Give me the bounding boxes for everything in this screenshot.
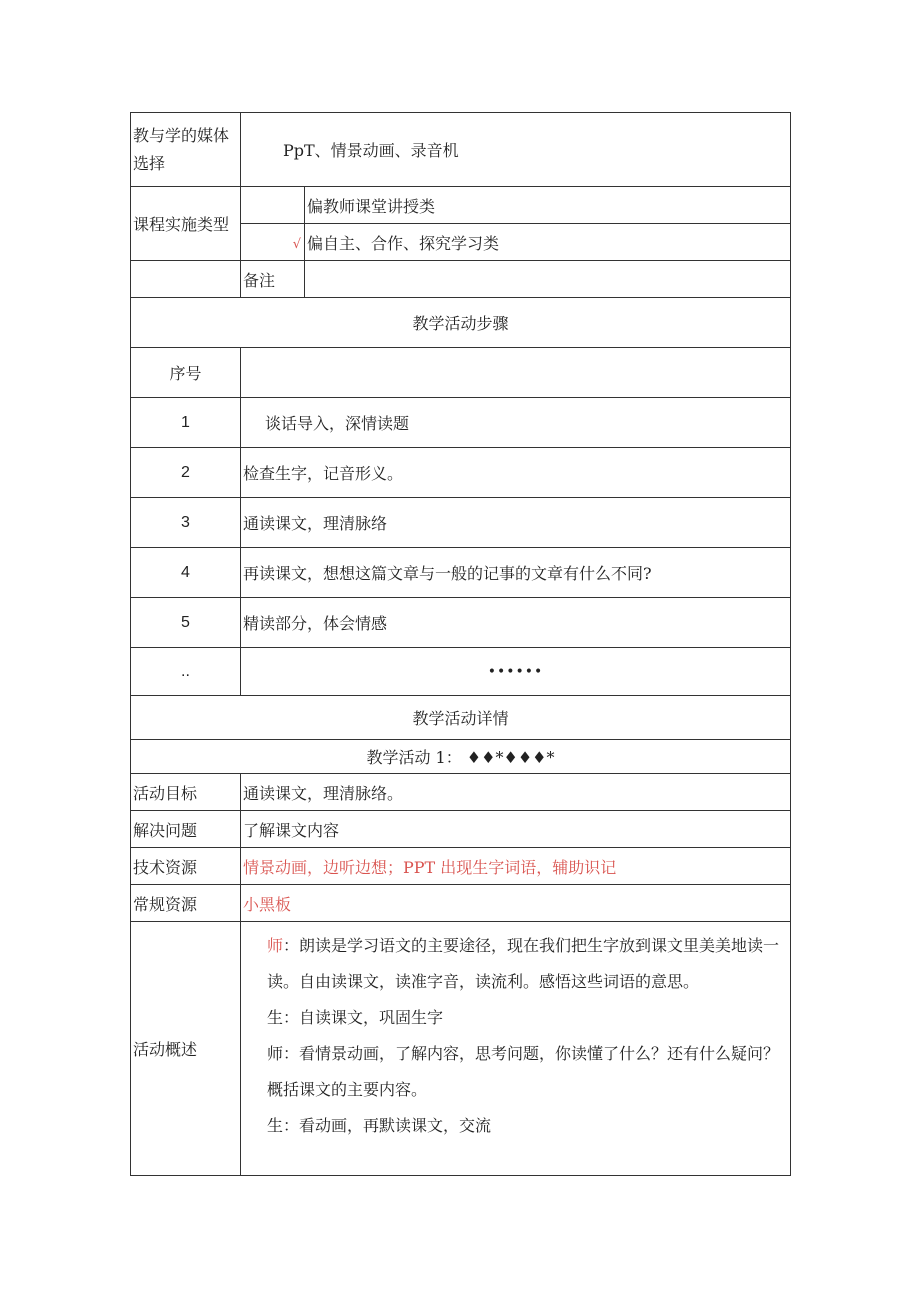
remark-row xyxy=(131,261,791,298)
step-text: 谈话导入，深情读题 xyxy=(241,398,791,448)
step-number: 4 xyxy=(131,548,241,598)
tech-label: 技术资源 xyxy=(131,848,241,885)
lesson-plan-sheet xyxy=(130,112,790,1176)
seq-header-content xyxy=(241,348,791,398)
step-text-more: •••••• xyxy=(241,648,791,696)
step-text: 精读部分，体会情感 xyxy=(241,598,791,648)
remark-empty-cell xyxy=(131,261,241,298)
step-number: 1 xyxy=(131,398,241,448)
media-row xyxy=(131,113,791,187)
steps-title: 教学活动步骤 xyxy=(131,298,791,348)
tech-row xyxy=(131,848,791,885)
course-type-row-1 xyxy=(131,187,791,224)
teacher-speaker: 师 xyxy=(267,936,284,955)
steps-title-row xyxy=(131,298,791,348)
course-type-label: 课程实施类型 xyxy=(131,187,241,261)
regular-row xyxy=(131,885,791,922)
step-text: 通读课文，理清脉络 xyxy=(241,498,791,548)
seq-header: 序号 xyxy=(131,348,241,398)
remark-value xyxy=(305,261,791,298)
overview-content xyxy=(241,922,791,1176)
step-number-more: .. xyxy=(131,648,241,696)
problem-row xyxy=(131,811,791,848)
step-row xyxy=(131,598,791,648)
overview-paragraph: 生：自读课文，巩固生字 xyxy=(267,1008,444,1027)
step-number: 2 xyxy=(131,448,241,498)
activity-title-row xyxy=(131,740,791,774)
course-type-option-2: 偏自主、合作、探究学习类 xyxy=(305,224,791,261)
problem-label: 解决问题 xyxy=(131,811,241,848)
overview-label: 活动概述 xyxy=(131,922,241,1176)
regular-label: 常规资源 xyxy=(131,885,241,922)
lesson-plan-table xyxy=(130,112,791,1176)
overview-paragraph: 师：看情景动画，了解内容，思考问题，你读懂了什么？还有什么疑问？概括课文的主要内容。 xyxy=(267,1044,780,1099)
details-title: 教学活动详情 xyxy=(131,696,791,740)
step-text: 检查生字，记音形义。 xyxy=(241,448,791,498)
step-row xyxy=(131,498,791,548)
checkmark-icon: √ xyxy=(292,236,301,252)
step-text: 再读课文，想想这篇文章与一般的记事的文章有什么不同? xyxy=(241,548,791,598)
steps-header-row xyxy=(131,348,791,398)
problem-value: 了解课文内容 xyxy=(241,811,791,848)
goal-value: 通读课文，理清脉络。 xyxy=(241,774,791,811)
activity-title: 教学活动 1： ♦♦*♦♦♦* xyxy=(131,740,791,774)
step-row xyxy=(131,398,791,448)
regular-value: 小黑板 xyxy=(241,885,791,922)
step-number: 5 xyxy=(131,598,241,648)
course-type-mark-1 xyxy=(241,187,305,224)
step-number: 3 xyxy=(131,498,241,548)
course-type-option-1: 偏教师课堂讲授类 xyxy=(305,187,791,224)
remark-label: 备注 xyxy=(241,261,305,298)
step-row xyxy=(131,548,791,598)
goal-row xyxy=(131,774,791,811)
details-title-row xyxy=(131,696,791,740)
goal-label: 活动目标 xyxy=(131,774,241,811)
media-value: PpT、情景动画、录音机 xyxy=(241,113,791,187)
step-row-more xyxy=(131,648,791,696)
overview-paragraph xyxy=(243,928,790,1000)
course-type-mark-2 xyxy=(241,224,305,261)
overview-text: ：朗读是学习语文的主要途径，现在我们把生字放到课文里美美地读一读。自由读课文，读准字音，读流利。感悟这些词语的意思。 xyxy=(267,936,780,991)
overview-paragraph: 生：看动画，再默读课文，交流 xyxy=(267,1116,492,1135)
tech-value: 情景动画，边听边想；PPT 出现生字词语，辅助识记 xyxy=(241,848,791,885)
overview-row xyxy=(131,922,791,1176)
media-label: 教与学的媒体选择 xyxy=(131,113,241,187)
step-row xyxy=(131,448,791,498)
